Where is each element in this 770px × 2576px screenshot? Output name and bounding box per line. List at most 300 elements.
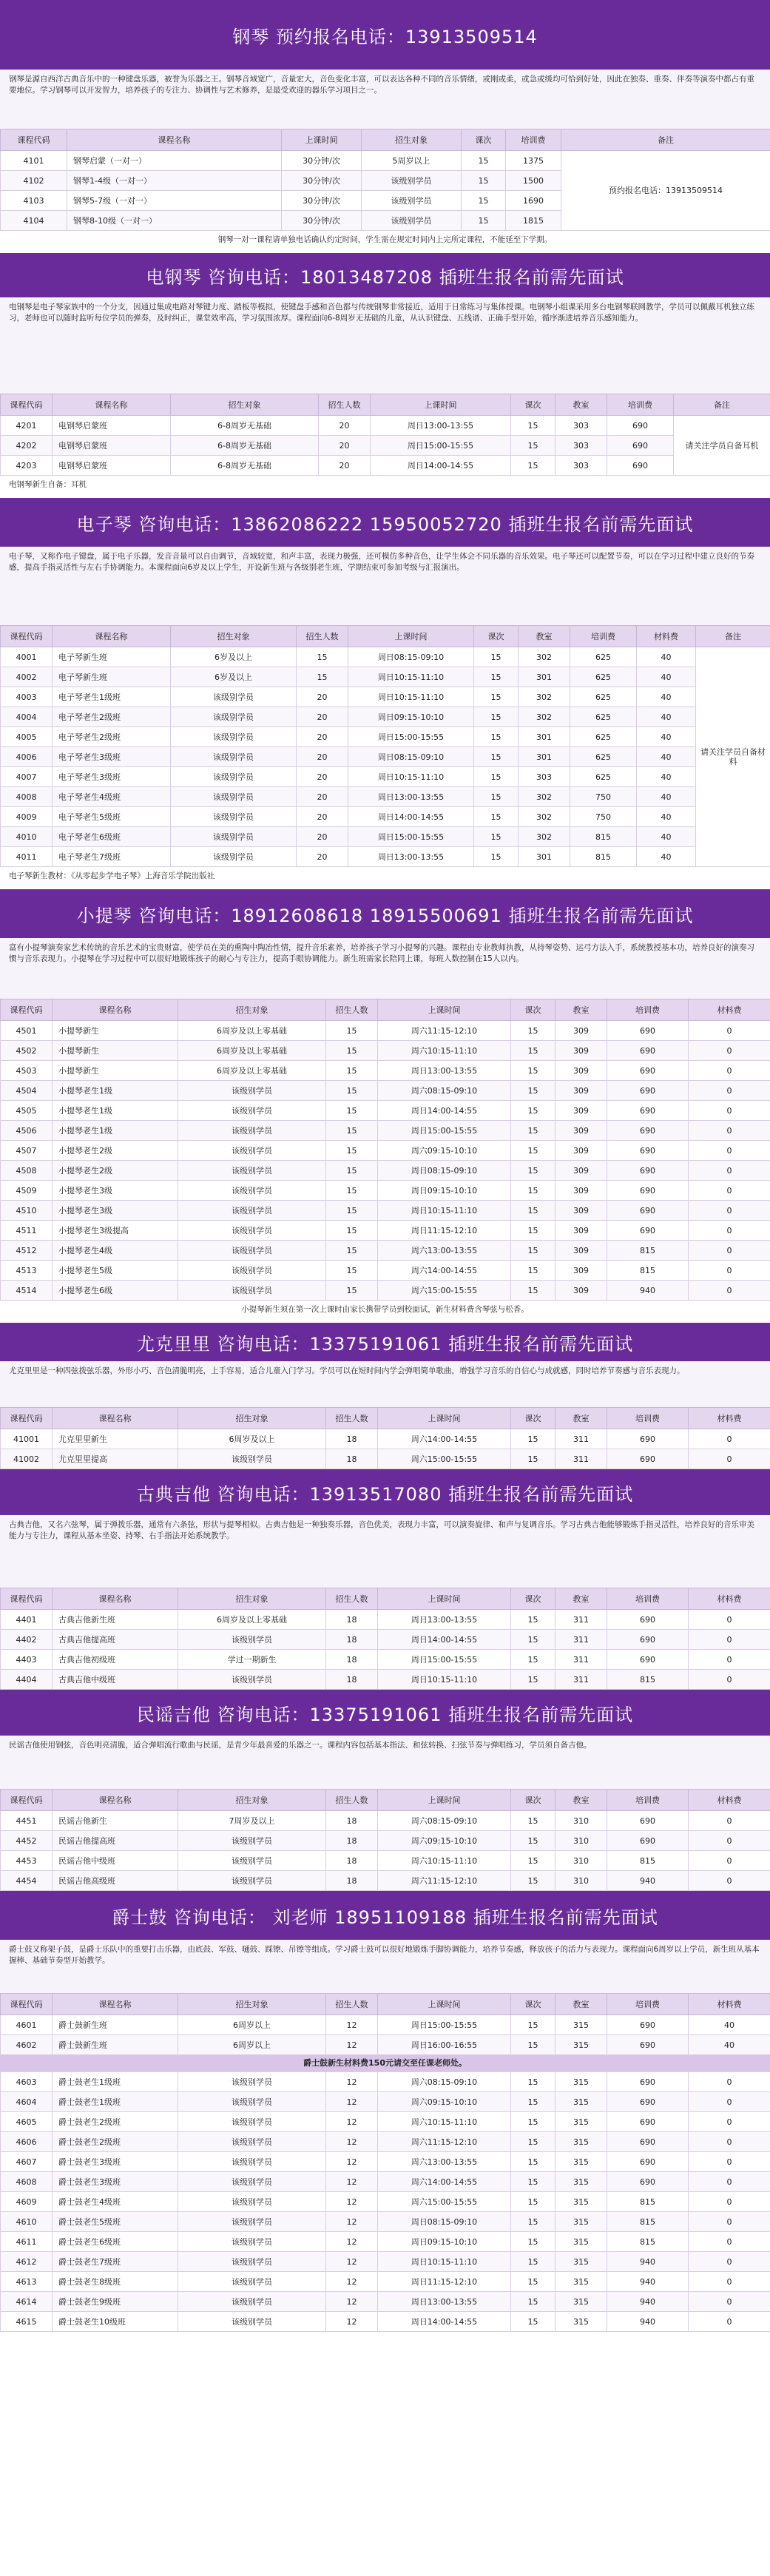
table-cell: 690 (607, 2112, 689, 2132)
table-row (1, 727, 770, 747)
table-cell: 电钢琴启蒙班 (53, 456, 171, 476)
table-cell: 4101 (1, 151, 67, 171)
table-row (1, 1811, 770, 1831)
table-cell: 钢琴启蒙（一对一） (67, 151, 282, 171)
table-cell: 民谣吉他新生 (53, 1811, 178, 1831)
table-row (1, 787, 770, 807)
table-cell: 周六08:15-09:10 (378, 1081, 511, 1101)
header-cell: 培训费 (607, 1588, 689, 1610)
header-cell: 课程名称 (67, 129, 282, 151)
table-cell: 4512 (1, 1241, 53, 1261)
table-cell: 该级别学员 (178, 1630, 326, 1650)
table-cell: 4509 (1, 1181, 53, 1201)
table-cell: 690 (607, 1161, 689, 1181)
table-cell: 20 (297, 807, 348, 827)
header-cell: 招生人数 (326, 999, 378, 1021)
table-cell: 6周岁以上 (178, 2015, 326, 2035)
table-cell: 爵士鼓老生7级班 (53, 2252, 178, 2272)
table-cell: 周日08:15-09:10 (348, 747, 474, 767)
table-cell: 周日13:00-13:55 (378, 2292, 511, 2312)
table-cell: 0 (689, 1121, 770, 1141)
table-cell: 周六09:15-10:10 (378, 1141, 511, 1161)
table-cell: 15 (511, 1670, 555, 1690)
table-cell: 690 (607, 1449, 689, 1469)
table-cell: 电子琴新生班 (53, 667, 171, 687)
table-cell: 625 (570, 707, 637, 727)
table-cell: 4403 (1, 1650, 53, 1670)
table-cell: 315 (555, 2035, 607, 2055)
table-cell: 690 (607, 1831, 689, 1851)
table-cell: 20 (319, 436, 371, 456)
table-cell: 4604 (1, 2092, 53, 2112)
header-cell: 材料费 (689, 1994, 770, 2015)
table-cell: 310 (555, 1871, 607, 1891)
table-cell: 690 (607, 436, 674, 456)
table-cell: 18 (326, 1429, 378, 1449)
table-cell: 315 (555, 2172, 607, 2192)
header-cell: 上课时间 (371, 394, 511, 416)
table-cell: 爵士鼓老生8级班 (53, 2272, 178, 2292)
table-cell: 15 (511, 1610, 555, 1630)
table-cell: 625 (570, 667, 637, 687)
table-cell: 40 (689, 2015, 770, 2035)
table-cell: 4011 (1, 847, 53, 867)
table-cell: 15 (474, 747, 519, 767)
table-row (1, 1610, 770, 1630)
header-cell: 招生人数 (297, 626, 348, 647)
table-cell: 15 (326, 1241, 378, 1261)
table-cell: 15 (511, 1041, 555, 1061)
table-cell: 该级别学员 (178, 1449, 326, 1469)
table-cell: 309 (555, 1141, 607, 1161)
table-cell: 0 (689, 2212, 770, 2232)
table-cell: 690 (607, 1650, 689, 1670)
header-cell: 上课时间 (282, 129, 362, 151)
table-cell: 315 (555, 2192, 607, 2212)
header-cell: 上课时间 (378, 1994, 511, 2015)
ukulele-header-row (1, 1408, 770, 1429)
table-row (1, 2152, 770, 2172)
header-cell: 课次 (511, 1588, 555, 1610)
folk-guitar-header-row (1, 1790, 770, 1811)
table-cell: 18 (326, 1851, 378, 1871)
table-cell: 周日11:15-12:10 (378, 1221, 511, 1241)
table-cell: 690 (607, 1021, 689, 1041)
table-cell: 该级别学员 (178, 1081, 326, 1101)
table-cell: 周六11:15-12:10 (378, 1021, 511, 1041)
table-cell: 周日15:00-15:55 (371, 436, 511, 456)
table-cell: 爵士鼓老生3级班 (53, 2172, 178, 2192)
violin-description: 富有小提琴演奏家艺术传统的音乐艺术的宝贵财富，使学员在美的熏陶中陶冶性情，提升音乐素养，培养孩子学习小提琴的兴趣。课程由专业教师执教，从持琴姿势、运弓方法入手，系统教授基本功，培养良好的演奏习惯与音乐表现力。小提琴在学习过程中可以很好地锻炼孩子的耐心与专注力，提高手眼协调能力。新生班需家长陪同上课，每班人数控制在15人以内。 (0, 938, 770, 999)
table-cell: 6周岁及以上零基础 (178, 1061, 326, 1081)
table-cell: 周六09:15-10:10 (378, 1831, 511, 1851)
ukulele-description: 尤克里里是一种四弦拨弦乐器，外形小巧、音色清脆明亮，上手容易，适合儿童入门学习。学员可以在短时间内学会弹唱简单歌曲，增强学习音乐的自信心与成就感，同时培养节奏感与音乐表现力。 (0, 1361, 770, 1407)
table-cell: 30分钟/次 (282, 211, 362, 231)
table-cell: 钢琴1-4级（一对一） (67, 171, 282, 191)
table-cell: 12 (326, 2092, 378, 2112)
table-row (1, 747, 770, 767)
table-cell: 15 (326, 1281, 378, 1301)
table-cell: 电子琴老生6级班 (53, 827, 171, 847)
table-cell: 小提琴老生3级 (53, 1201, 178, 1221)
table-cell: 315 (555, 2232, 607, 2252)
piano-title: 钢琴 预约报名电话：13913509514 (0, 0, 770, 70)
header-cell: 招生对象 (171, 394, 319, 416)
header-cell: 招生人数 (326, 1408, 378, 1429)
table-cell: 15 (511, 2312, 555, 2332)
table-cell: 6岁及以上 (171, 667, 297, 687)
table-cell: 15 (462, 191, 506, 211)
table-cell: 690 (607, 2092, 689, 2112)
table-cell: 周六08:15-09:10 (378, 2072, 511, 2092)
header-cell: 材料费 (689, 1790, 770, 1811)
header-cell: 课程代码 (1, 394, 53, 416)
table-cell: 该级别学员 (178, 1181, 326, 1201)
table-cell: 该级别学员 (178, 1161, 326, 1181)
table-cell: 小提琴老生1级 (53, 1101, 178, 1121)
table-cell: 0 (689, 1429, 770, 1449)
piano-header-row (1, 129, 770, 151)
header-cell: 课次 (462, 129, 506, 151)
table-cell: 0 (689, 2072, 770, 2092)
table-cell: 20 (319, 416, 371, 436)
table-row (1, 2252, 770, 2272)
table-row (1, 2272, 770, 2292)
table-cell: 315 (555, 2132, 607, 2152)
table-cell: 小提琴新生 (53, 1041, 178, 1061)
table-cell: 315 (555, 2292, 607, 2312)
table-cell: 15 (326, 1161, 378, 1181)
table-cell: 尤克里里新生 (53, 1429, 178, 1449)
table-cell: 周六10:15-11:10 (378, 1041, 511, 1061)
table-cell: 周日14:00-14:55 (378, 1101, 511, 1121)
table-cell: 周六13:00-13:55 (378, 2152, 511, 2172)
table-cell: 15 (511, 2292, 555, 2312)
table-cell: 4507 (1, 1141, 53, 1161)
remark-cell: 预约报名电话：13913509514 (561, 151, 770, 231)
table-cell: 4605 (1, 2112, 53, 2132)
table-cell: 15 (474, 667, 519, 687)
table-cell: 4404 (1, 1670, 53, 1690)
table-cell: 302 (519, 807, 570, 827)
table-cell: 0 (689, 1281, 770, 1301)
header-cell: 课程代码 (1, 626, 53, 647)
header-cell: 材料费 (689, 1408, 770, 1429)
table-cell: 4606 (1, 2132, 53, 2152)
table-row (1, 2072, 770, 2092)
table-cell: 18 (326, 1670, 378, 1690)
table-cell: 309 (555, 1061, 607, 1081)
table-cell: 15 (511, 2172, 555, 2192)
table-cell: 15 (511, 1181, 555, 1201)
header-cell: 培训费 (607, 1994, 689, 2015)
header-cell: 教室 (555, 1790, 607, 1811)
violin-header-row (1, 999, 770, 1021)
table-cell: 0 (689, 2232, 770, 2252)
table-cell: 301 (519, 727, 570, 747)
table-cell: 690 (607, 1610, 689, 1630)
table-cell: 12 (326, 2112, 378, 2132)
table-row (1, 2035, 770, 2055)
table-cell: 周六10:15-11:10 (378, 2112, 511, 2132)
table-cell: 15 (326, 1021, 378, 1041)
table-cell: 周日10:15-11:10 (348, 767, 474, 787)
table-cell: 6周岁及以上 (178, 1429, 326, 1449)
table-cell: 0 (689, 2092, 770, 2112)
keyboard-header-row (1, 626, 770, 647)
table-row (1, 1851, 770, 1871)
table-cell: 尤克里里提高 (53, 1449, 178, 1469)
table-cell: 15 (511, 436, 555, 456)
table-cell: 0 (689, 1061, 770, 1081)
table-cell: 40 (637, 847, 696, 867)
table-cell: 690 (607, 2172, 689, 2192)
table-cell: 周日09:15-10:10 (378, 1181, 511, 1201)
table-cell: 301 (519, 747, 570, 767)
table-cell: 0 (689, 1831, 770, 1851)
table-cell: 4610 (1, 2212, 53, 2232)
table-cell: 4506 (1, 1121, 53, 1141)
table-cell: 0 (689, 1141, 770, 1161)
table-row (1, 2015, 770, 2035)
table-cell: 18 (326, 1811, 378, 1831)
table-cell: 电子琴老生2级班 (53, 707, 171, 727)
table-row (1, 1670, 770, 1690)
epiano-footnote: 电钢琴新生自备：耳机 (9, 480, 87, 489)
table-row (1, 1221, 770, 1241)
table-cell: 该级别学员 (178, 1101, 326, 1121)
table-cell: 4104 (1, 211, 67, 231)
table-cell: 周六09:15-10:10 (378, 2092, 511, 2112)
table-cell: 该级别学员 (178, 1670, 326, 1690)
header-cell: 材料费 (689, 1588, 770, 1610)
table-row (1, 151, 770, 171)
table-row (1, 1121, 770, 1141)
table-cell: 4502 (1, 1041, 53, 1061)
table-cell: 电子琴老生3级班 (53, 767, 171, 787)
table-row (1, 1181, 770, 1201)
table-cell: 690 (607, 416, 674, 436)
violin-title: 小提琴 咨询电话：18912608618 18915500691 插班生报名前需先面试 (0, 889, 770, 938)
header-cell: 课程代码 (1, 1588, 53, 1610)
table-cell: 625 (570, 647, 637, 667)
header-cell: 材料费 (689, 999, 770, 1021)
table-cell: 30分钟/次 (282, 191, 362, 211)
header-cell: 课次 (511, 999, 555, 1021)
table-cell: 爵士鼓老生9级班 (53, 2292, 178, 2312)
table-cell: 940 (607, 2252, 689, 2272)
table-cell: 小提琴老生6级 (53, 1281, 178, 1301)
table-cell: 周日14:00-14:55 (378, 1630, 511, 1650)
table-cell: 周日13:00-13:55 (348, 847, 474, 867)
header-cell: 上课时间 (378, 1588, 511, 1610)
table-cell: 20 (297, 787, 348, 807)
classical-guitar-description: 古典吉他，又名六弦琴，属于弹拨乐器，通常有六条弦，形状与提琴相似。古典吉他是一种独奏乐器，音色优美，表现力丰富，可以演奏旋律、和声与复调音乐。学习古典吉他能够锻炼手指灵活性，培养良好的音乐审美能力与专注力，课程从基本坐姿、持琴、右手指法开始系统教学。 (0, 1515, 770, 1588)
table-row (1, 1831, 770, 1851)
table-cell: 周日15:00-15:55 (378, 2015, 511, 2035)
table-cell: 小提琴新生 (53, 1021, 178, 1041)
table-cell: 309 (555, 1181, 607, 1201)
table-cell: 15 (511, 2092, 555, 2112)
table-cell: 该级别学员 (171, 767, 297, 787)
table-cell: 周日15:00-15:55 (378, 1121, 511, 1141)
table-cell: 30分钟/次 (282, 151, 362, 171)
table-cell: 4009 (1, 807, 53, 827)
table-cell: 15 (511, 1831, 555, 1851)
table-cell: 310 (555, 1831, 607, 1851)
table-cell: 12 (326, 2132, 378, 2152)
table-cell: 12 (326, 2272, 378, 2292)
table-cell: 1375 (506, 151, 561, 171)
table-cell: 15 (511, 2192, 555, 2212)
table-cell: 周六08:15-09:10 (378, 1811, 511, 1831)
table-cell: 该级别学员 (178, 1871, 326, 1891)
table-cell: 0 (689, 1261, 770, 1281)
table-cell: 4615 (1, 2312, 53, 2332)
table-row (1, 1429, 770, 1449)
header-cell: 课程代码 (1, 1790, 53, 1811)
table-cell: 电子琴老生4级班 (53, 787, 171, 807)
table-cell: 0 (689, 1811, 770, 1831)
table-cell: 4501 (1, 1021, 53, 1041)
header-cell: 招生人数 (326, 1994, 378, 2015)
header-cell: 课程名称 (53, 626, 171, 647)
table-cell: 4004 (1, 707, 53, 727)
table-cell: 周日09:15-10:10 (348, 707, 474, 727)
table-cell: 6周岁及以上零基础 (178, 1041, 326, 1061)
table-cell: 周日15:00-15:55 (378, 1650, 511, 1670)
table-cell: 该级别学员 (178, 1851, 326, 1871)
table-row (1, 2292, 770, 2312)
table-cell: 40 (637, 747, 696, 767)
table-cell: 315 (555, 2312, 607, 2332)
table-cell: 690 (607, 1061, 689, 1081)
table-cell: 15 (474, 847, 519, 867)
drum-old-table (0, 2071, 770, 2332)
header-cell: 上课时间 (348, 626, 474, 647)
table-cell: 315 (555, 2072, 607, 2092)
table-cell: 15 (326, 1141, 378, 1161)
table-cell: 电子琴老生3级班 (53, 747, 171, 767)
table-cell: 该级别学员 (178, 2272, 326, 2292)
table-cell: 15 (474, 707, 519, 727)
table-cell: 该级别学员 (362, 171, 462, 191)
table-row (1, 1201, 770, 1221)
table-cell: 20 (297, 727, 348, 747)
table-cell: 0 (689, 2132, 770, 2152)
table-row (1, 2092, 770, 2112)
table-cell: 0 (689, 2112, 770, 2132)
header-cell: 上课时间 (378, 999, 511, 1021)
ukulele-table (0, 1407, 770, 1469)
table-cell: 0 (689, 1449, 770, 1469)
table-cell: 该级别学员 (171, 807, 297, 827)
table-row (1, 1650, 770, 1670)
table-cell: 周六14:00-14:55 (378, 1261, 511, 1281)
header-cell: 招生对象 (178, 1588, 326, 1610)
table-cell: 309 (555, 1261, 607, 1281)
table-cell: 周日11:15-12:10 (378, 2272, 511, 2292)
table-cell: 315 (555, 2092, 607, 2112)
table-cell: 周日13:00-13:55 (378, 1610, 511, 1630)
table-cell: 315 (555, 2015, 607, 2035)
table-cell: 该级别学员 (171, 727, 297, 747)
table-row (1, 456, 770, 476)
table-cell: 古典吉他初级班 (53, 1650, 178, 1670)
table-cell: 310 (555, 1851, 607, 1871)
table-cell: 690 (607, 1181, 689, 1201)
keyboard-footnote: 电子琴新生教材：《从零起步学电子琴》上海音乐学院出版社 (9, 871, 215, 880)
table-cell: 1690 (506, 191, 561, 211)
table-cell: 40 (637, 807, 696, 827)
remark-cell: 请关注学员自备材料 (696, 647, 770, 867)
table-cell: 309 (555, 1161, 607, 1181)
table-cell: 301 (519, 667, 570, 687)
table-cell: 周日10:15-11:10 (378, 1201, 511, 1221)
table-cell: 15 (511, 1161, 555, 1181)
table-cell: 690 (607, 456, 674, 476)
table-cell: 4202 (1, 436, 53, 456)
table-cell: 该级别学员 (171, 847, 297, 867)
table-cell: 40 (637, 787, 696, 807)
table-cell: 690 (607, 1221, 689, 1241)
table-cell: 4008 (1, 787, 53, 807)
folk-guitar-table (0, 1789, 770, 1891)
table-cell: 18 (326, 1449, 378, 1469)
table-cell: 6周岁以上 (178, 2035, 326, 2055)
table-cell: 303 (555, 436, 607, 456)
table-cell: 4508 (1, 1161, 53, 1181)
header-cell: 课程名称 (53, 1790, 178, 1811)
table-cell: 4510 (1, 1201, 53, 1221)
table-cell: 301 (519, 847, 570, 867)
table-cell: 15 (511, 1121, 555, 1141)
table-cell: 625 (570, 687, 637, 707)
header-cell: 招生对象 (178, 999, 326, 1021)
table-cell: 小提琴老生3级 (53, 1181, 178, 1201)
table-cell: 40 (637, 707, 696, 727)
table-cell: 15 (511, 2072, 555, 2092)
header-cell: 课次 (474, 626, 519, 647)
table-cell: 该级别学员 (178, 2212, 326, 2232)
table-cell: 0 (689, 1871, 770, 1891)
table-cell: 钢琴5-7级（一对一） (67, 191, 282, 211)
classical-guitar-title: 古典吉他 咨询电话：13913517080 插班生报名前需先面试 (0, 1469, 770, 1515)
table-cell: 15 (474, 767, 519, 787)
table-cell: 940 (607, 2272, 689, 2292)
folk-guitar-description: 民谣吉他使用钢弦，音色明亮清脆，适合弹唱流行歌曲与民谣，是青少年最喜爱的乐器之一。课程内容包括基本指法、和弦转换、扫弦节奏与弹唱练习，学员须自备吉他。 (0, 1736, 770, 1789)
table-row (1, 807, 770, 827)
violin-table (0, 999, 770, 1301)
table-cell: 该级别学员 (171, 827, 297, 847)
table-cell: 690 (607, 2015, 689, 2035)
table-cell: 15 (326, 1041, 378, 1061)
table-cell: 815 (607, 1851, 689, 1871)
table-cell: 0 (689, 1630, 770, 1650)
table-cell: 690 (607, 1121, 689, 1141)
table-cell: 40 (637, 727, 696, 747)
table-cell: 4609 (1, 2192, 53, 2212)
table-cell: 315 (555, 2112, 607, 2132)
table-row (1, 416, 770, 436)
table-cell: 该级别学员 (178, 2192, 326, 2212)
table-cell: 电钢琴启蒙班 (53, 436, 171, 456)
table-cell: 小提琴老生1级 (53, 1121, 178, 1141)
table-cell: 该级别学员 (178, 1241, 326, 1261)
table-cell: 4505 (1, 1101, 53, 1121)
table-cell: 该级别学员 (178, 2292, 326, 2312)
table-cell: 311 (555, 1429, 607, 1449)
